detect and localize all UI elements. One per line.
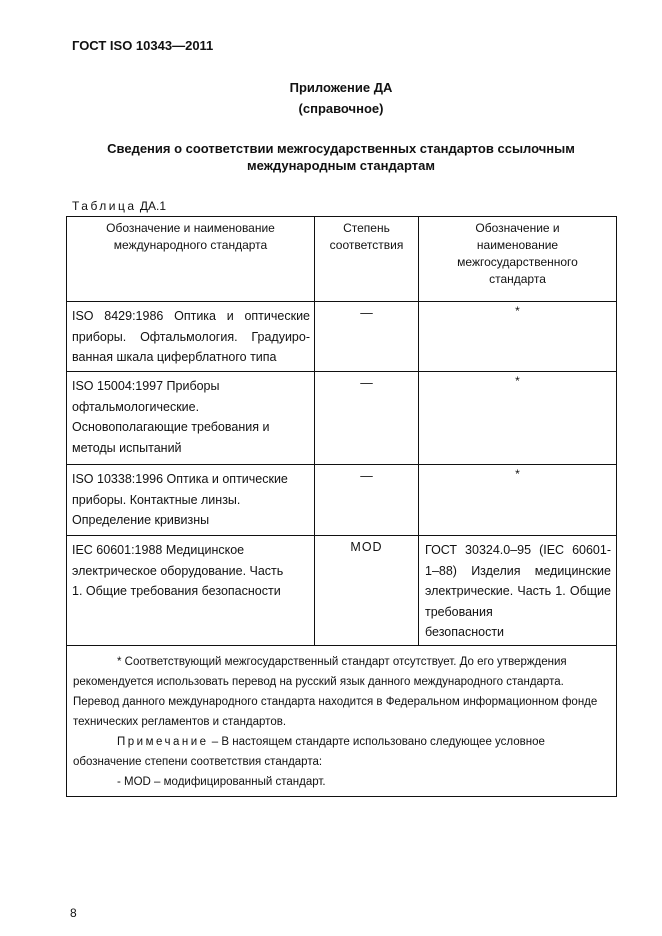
annex-heading (66, 140, 616, 174)
annex-title: Приложение ДА (289, 80, 393, 95)
cell-international: ISO 8429:1986 Оптика и оптические приборы. Офтальмология. Градуиро-ванная шкала циферблатного типа (67, 302, 315, 372)
table-footnote-cell (67, 646, 617, 797)
document-code: ГОСТ ISO 10343—2011 (72, 38, 214, 53)
note-text: – В настоящем стандарте использовано следующее условное обозначение степени соответствия стандарта: (73, 736, 545, 768)
table-row (67, 536, 617, 646)
annex-status: (справочное) (298, 101, 384, 116)
cell-degree: — (315, 372, 419, 465)
cell-national: * (419, 465, 617, 536)
table-row (67, 372, 617, 465)
table-row (67, 465, 617, 536)
cell-national: * (419, 302, 617, 372)
cell-national: * (419, 372, 617, 465)
table-header-row (67, 217, 617, 302)
annex-heading-line: Сведения о соответствии межгосударственных стандартов ссылочным (107, 141, 575, 156)
cell-national-text: ГОСТ 30324.0–95 (IEC 60601-1–88) Изделия медицинские электрические. Часть 1. Общие требования (425, 543, 611, 619)
footnote-text: * Соответствующий межгосударственный стандарт отсутствует. До его утверждения рекомендуется использовать перевод на русский язык данного международного стандарта. Перевод данного международного стандарта находится в Федеральном информационном фонде технических регламентов и стандартов. (73, 656, 598, 728)
cell-degree: — (315, 465, 419, 536)
table-label (72, 199, 166, 213)
cell-international: ISO 15004:1997 Приборы офтальмологические. Основополагающие требования и методы испытаний (67, 372, 315, 465)
note-paragraph (73, 732, 606, 772)
table-row (67, 302, 617, 372)
table-label-number: ДА.1 (139, 199, 167, 213)
column-header-degree: Степень соответствия (315, 217, 419, 302)
column-header-international: Обозначение и наименование международного стандарта (67, 217, 315, 302)
annex-heading-line: международным стандартам (247, 158, 435, 173)
page-number: 8 (70, 906, 77, 920)
cell-degree: MOD (315, 536, 419, 646)
table-label-word: Таблица (72, 199, 137, 213)
table-footnote-row (67, 646, 617, 797)
cell-national (419, 536, 617, 646)
cell-international: IEC 60601:1988 Медицинское электрическое оборудование. Часть 1. Общие требования безопасности (67, 536, 315, 646)
note-item: - MOD – модифицированный стандарт. (117, 776, 326, 788)
cell-international: ISO 10338:1996 Оптика и оптические приборы. Контактные линзы. Определение кривизны (67, 465, 315, 536)
column-header-national: Обозначение и наименование межгосударственного стандарта (419, 217, 617, 302)
correspondence-table (66, 216, 617, 797)
note-label: Примечание (117, 736, 209, 748)
cell-degree: — (315, 302, 419, 372)
cell-national-text-end: безопасности (425, 625, 505, 639)
